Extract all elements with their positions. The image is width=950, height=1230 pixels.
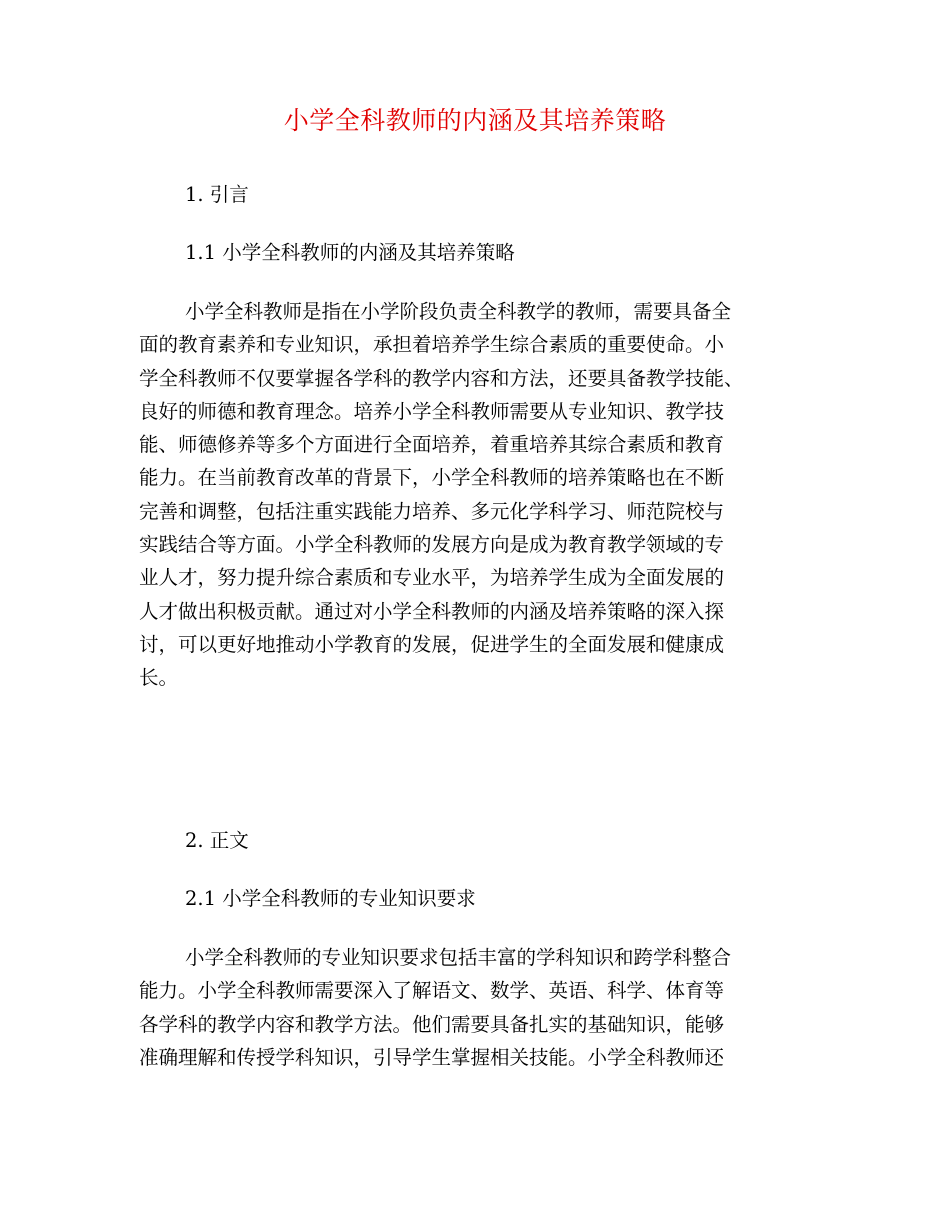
subsection-heading-2-1: 2.1 小学全科教师的专业知识要求 (185, 887, 476, 910)
section-heading-2: 2. 正文 (185, 829, 249, 852)
document-title: 小学全科教师的内涵及其培养策略 (283, 106, 667, 135)
paragraph-line: 小学全科教师的专业知识要求包括丰富的学科知识和跨学科整合 (185, 946, 732, 969)
paragraph-line: 各学科的教学内容和教学方法。他们需要具备扎实的基础知识，能够 (139, 1012, 725, 1036)
paragraph-line: 长。 (139, 666, 179, 690)
paragraph-line: 能力。小学全科教师需要深入了解语文、数学、英语、科学、体育等 (139, 979, 725, 1003)
subsection-heading-1-1: 1.1 小学全科教师的内涵及其培养策略 (185, 241, 515, 264)
paragraph-1 (139, 295, 839, 695)
paragraph-line: 能力。在当前教育改革的背景下，小学全科教师的培养策略也在不断 (139, 466, 725, 490)
paragraph-line: 完善和调整，包括注重实践能力培养、多元化学科学习、师范院校与 (139, 499, 725, 523)
section-heading-1: 1. 引言 (185, 183, 249, 206)
paragraph-line: 人才做出积极贡献。通过对小学全科教师的内涵及培养策略的深入探 (139, 599, 725, 623)
paragraph-line: 良好的师德和教育理念。培养小学全科教师需要从专业知识、教学技 (139, 399, 725, 423)
paragraph-line: 面的教育素养和专业知识，承担着培养学生综合素质的重要使命。小 (139, 333, 725, 357)
paragraph-line: 能、师德修养等多个方面进行全面培养，着重培养其综合素质和教育 (139, 433, 725, 457)
paragraph-line: 小学全科教师是指在小学阶段负责全科教学的教师，需要具备全 (185, 300, 732, 323)
paragraph-line: 实践结合等方面。小学全科教师的发展方向是成为教育教学领域的专 (139, 533, 725, 557)
paragraph-line: 业人才，努力提升综合素质和专业水平，为培养学生成为全面发展的 (139, 566, 725, 590)
paragraph-line: 讨，可以更好地推动小学教育的发展，促进学生的全面发展和健康成 (139, 632, 725, 656)
paragraph-line: 学全科教师不仅要掌握各学科的教学内容和方法，还要具备教学技能、 (139, 366, 744, 390)
paragraph-2 (139, 941, 839, 1074)
paragraph-line: 准确理解和传授学科知识，引导学生掌握相关技能。小学全科教师还 (139, 1045, 725, 1069)
